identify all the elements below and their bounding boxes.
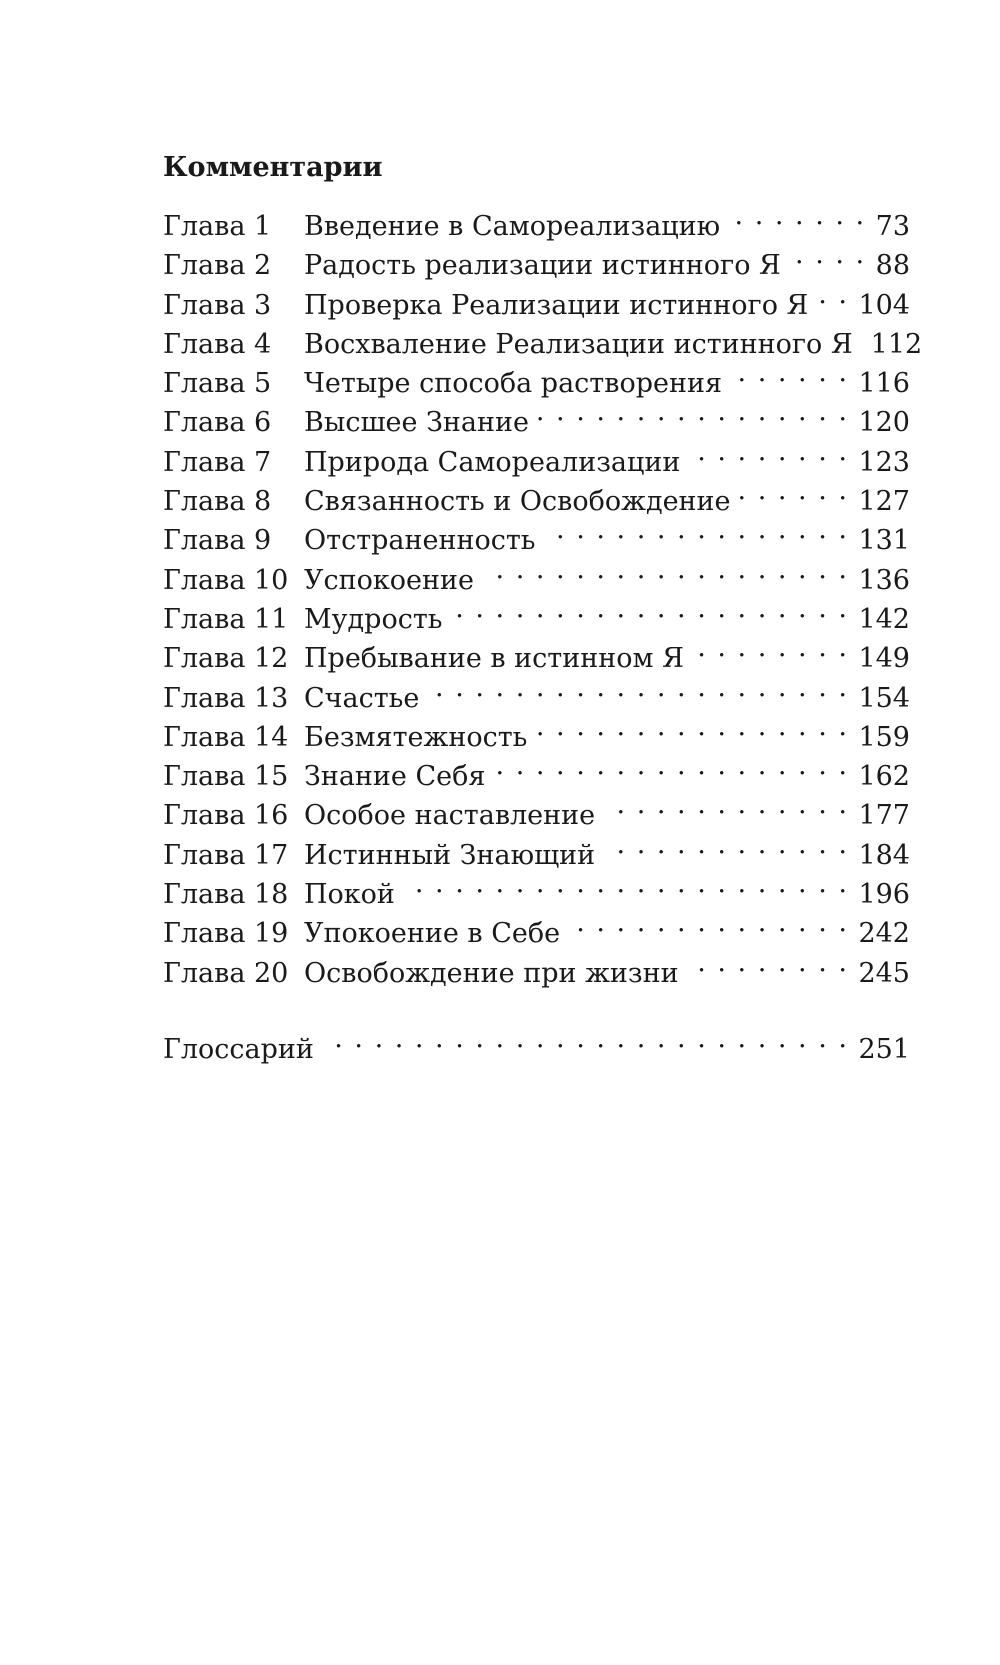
page-number: 136 xyxy=(858,564,910,596)
page-number: 149 xyxy=(858,643,910,675)
dot-leader xyxy=(688,432,848,471)
chapter-label: Глава 19 xyxy=(163,918,289,950)
table-of-contents xyxy=(163,140,923,1065)
page-number: 159 xyxy=(858,721,910,753)
dot-leader xyxy=(692,628,849,667)
chapter-label: Глава 10 xyxy=(163,564,289,596)
page-number: 154 xyxy=(858,682,910,714)
chapter-title: Освобождение при жизни xyxy=(304,957,679,989)
chapter-title: Упокоение в Себе xyxy=(304,918,561,950)
dot-leader xyxy=(482,550,848,589)
page-number: 131 xyxy=(858,525,910,557)
page-number: 112 xyxy=(870,328,923,360)
chapter-title: Введение в Самореализацию xyxy=(304,211,721,242)
page-number: 104 xyxy=(858,289,910,321)
chapter-label: Глава 20 xyxy=(163,957,289,989)
chapter-title: Проверка Реализации истинного Я xyxy=(304,289,809,321)
chapter-label: Глава 7 xyxy=(163,446,272,478)
page-number: 116 xyxy=(858,368,910,400)
chapter-label: Глава 13 xyxy=(163,682,289,714)
page-number: 123 xyxy=(858,446,910,478)
dot-leader xyxy=(603,825,848,864)
chapter-label: Глава 14 xyxy=(163,721,289,753)
dot-leader xyxy=(537,392,848,431)
chapter-title: Успокоение xyxy=(304,564,474,596)
dot-leader xyxy=(568,903,848,942)
chapter-label: Глава 18 xyxy=(163,879,289,911)
chapter-title: Покой xyxy=(304,879,395,911)
chapter-label: Глава 1 xyxy=(163,211,272,242)
chapter-label: Глава 6 xyxy=(163,407,272,439)
chapter-title: Четыре способа растворения xyxy=(304,368,722,400)
chapter-title: Пребывание в истинном Я xyxy=(304,643,684,675)
dot-leader xyxy=(403,864,849,903)
page-number: 88 xyxy=(875,250,910,282)
chapter-title: Особое наставление xyxy=(304,800,596,832)
chapter-title: Восхваление Реализации истинного Я xyxy=(304,328,853,360)
page-number: 73 xyxy=(875,211,910,242)
dot-leader xyxy=(730,353,848,392)
chapter-label: Глава 17 xyxy=(163,839,289,871)
dot-leader xyxy=(544,510,849,549)
chapter-label: Глава 12 xyxy=(163,643,289,675)
dot-leader xyxy=(789,235,866,274)
chapter-label: Глава 2 xyxy=(163,250,272,282)
dot-leader xyxy=(816,275,848,314)
chapter-title: Связанность и Освобождение xyxy=(304,486,731,518)
chapter-label: Глава 5 xyxy=(163,368,272,400)
chapter-title: Истинный Знающий xyxy=(304,839,596,871)
chapter-title: Отстраненность xyxy=(304,525,536,557)
chapter-list xyxy=(163,196,923,989)
dot-leader xyxy=(450,589,848,628)
section-title: Комментарии xyxy=(163,152,383,183)
chapter-label: Глава 4 xyxy=(163,328,272,360)
dot-leader xyxy=(739,471,849,510)
chapter-title: Безмятежность xyxy=(304,721,528,753)
chapter-title: Счастье xyxy=(304,682,420,714)
page-number: 242 xyxy=(858,918,910,950)
chapter-title: Радость реализации истинного Я xyxy=(304,250,781,282)
dot-leader xyxy=(687,943,849,982)
chapter-label: Глава 11 xyxy=(163,603,289,635)
chapter-title: Мудрость xyxy=(304,603,443,635)
glossary-page-number: 251 xyxy=(858,1033,910,1065)
chapter-label: Глава 16 xyxy=(163,800,289,832)
dot-leader xyxy=(322,1019,849,1058)
page-number: 142 xyxy=(858,603,910,635)
chapter-title: Природа Самореализации xyxy=(304,446,681,478)
glossary-title: Глоссарий xyxy=(163,1033,314,1065)
chapter-label: Глава 8 xyxy=(163,486,272,518)
dot-leader xyxy=(728,196,865,235)
chapter-label: Глава 9 xyxy=(163,525,272,557)
page-number: 162 xyxy=(858,761,910,793)
dot-leader xyxy=(427,668,848,707)
chapter-label: Глава 15 xyxy=(163,761,289,793)
page-number: 177 xyxy=(858,800,910,832)
toc-entry xyxy=(163,196,910,242)
glossary-entry xyxy=(163,1019,910,1065)
dot-leader xyxy=(493,746,848,785)
chapter-title: Высшее Знание xyxy=(304,407,529,439)
dot-leader xyxy=(603,785,848,824)
dot-leader xyxy=(535,707,848,746)
page-number: 184 xyxy=(858,839,910,871)
chapter-label: Глава 3 xyxy=(163,289,272,321)
page-number: 196 xyxy=(858,879,910,911)
page-number: 120 xyxy=(858,407,910,439)
page-number: 245 xyxy=(858,957,910,989)
page-number: 127 xyxy=(858,486,910,518)
chapter-title: Знание Себя xyxy=(304,761,486,793)
